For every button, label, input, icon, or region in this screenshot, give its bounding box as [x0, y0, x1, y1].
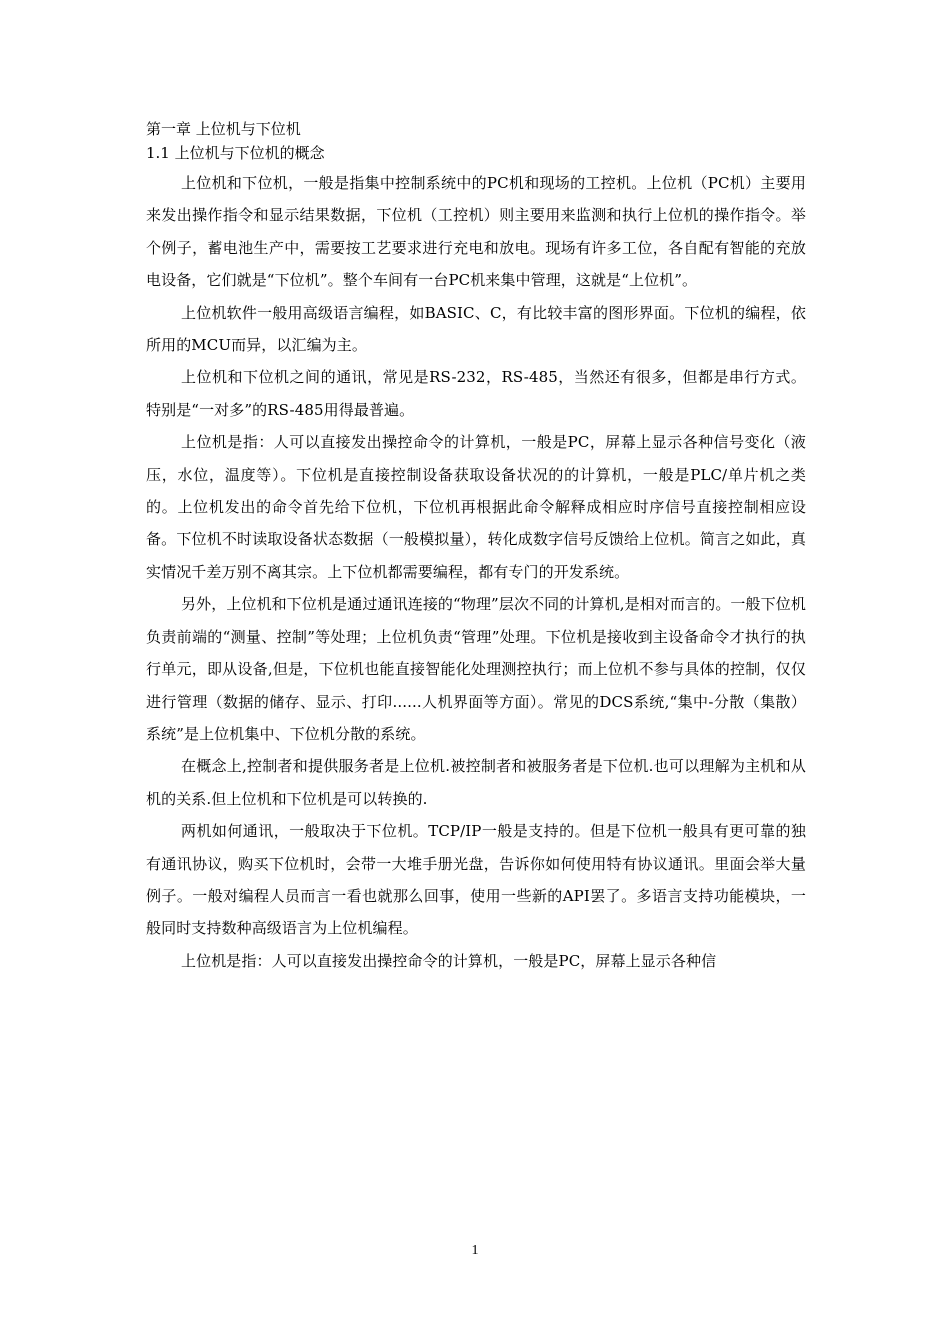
paragraph-7: 两机如何通讯，一般取决于下位机。TCP/IP一般是支持的。但是下位机一般具有更可靠的独有通讯协议，购买下位机时，会带一大堆手册光盘，告诉你如何使用特有协议通讯。里面会举大量例子。一般对编程人员而言一看也就那么回事，使用一些新的API罢了。多语言支持功能模块，一般同时支持数种高级语言为上位机编程。	[146, 822, 806, 938]
paragraph-6: 在概念上,控制者和提供服务者是上位机.被控制者和被服务者是下位机.也可以理解为主机和从机的关系.但上位机和下位机是可以转换的.	[146, 757, 806, 808]
page-body	[146, 117, 806, 977]
paragraph-3: 上位机和下位机之间的通讯，常见是RS-232，RS-485，当然还有很多，但都是串行方式。特别是“一对多”的RS-485用得最普遍。	[146, 368, 806, 419]
paragraph-4: 上位机是指：人可以直接发出操控命令的计算机，一般是PC，屏幕上显示各种信号变化（液压，水位，温度等）。下位机是直接控制设备获取设备状况的的计算机，一般是PLC/单片机之类的。上位机发出的命令首先给下位机，下位机再根据此命令解释成相应时序信号直接控制相应设备。下位机不时读取设备状态数据（一般模拟量），转化成数字信号反馈给上位机。简言之如此，真实情况千差万别不离其宗。上下位机都需要编程，都有专门的开发系统。	[146, 433, 806, 581]
paragraph-5: 另外，上位机和下位机是通过通讯连接的“物理”层次不同的计算机,是相对而言的。一般下位机负责前端的“测量、控制”等处理；上位机负责“管理”处理。下位机是接收到主设备命令才执行的执行单元，即从设备,但是，下位机也能直接智能化处理测控执行；而上位机不参与具体的控制，仅仅进行管理（数据的储存、显示、打印......人机界面等方面）。常见的DCS系统,“集中-分散（集散）系统”是上位机集中、下位机分散的系统。	[146, 595, 806, 743]
paragraph-2: 上位机软件一般用高级语言编程，如BASIC、C，有比较丰富的图形界面。下位机的编程，依所用的MCU而异，以汇编为主。	[146, 303, 806, 355]
paragraph-8: 上位机是指：人可以直接发出操控命令的计算机，一般是PC，屏幕上显示各种信	[181, 951, 717, 970]
section-title: 1.1 上位机与下位机的概念	[146, 144, 325, 162]
paragraph-1: 上位机和下位机，一般是指集中控制系统中的PC机和现场的工控机。上位机（PC机）主要用来发出操作指令和显示结果数据，下位机（工控机）则主要用来监测和执行上位机的操作指令。举个例子，蓄电池生产中，需要按工艺要求进行充电和放电。现场有许多工位，各自配有智能的充放电设备，它们就是“下位机”。整个车间有一台PC机来集中管理，这就是“上位机”。	[146, 174, 806, 290]
chapter-title: 第一章 上位机与下位机	[146, 120, 301, 138]
page-number: 1	[471, 1243, 479, 1258]
